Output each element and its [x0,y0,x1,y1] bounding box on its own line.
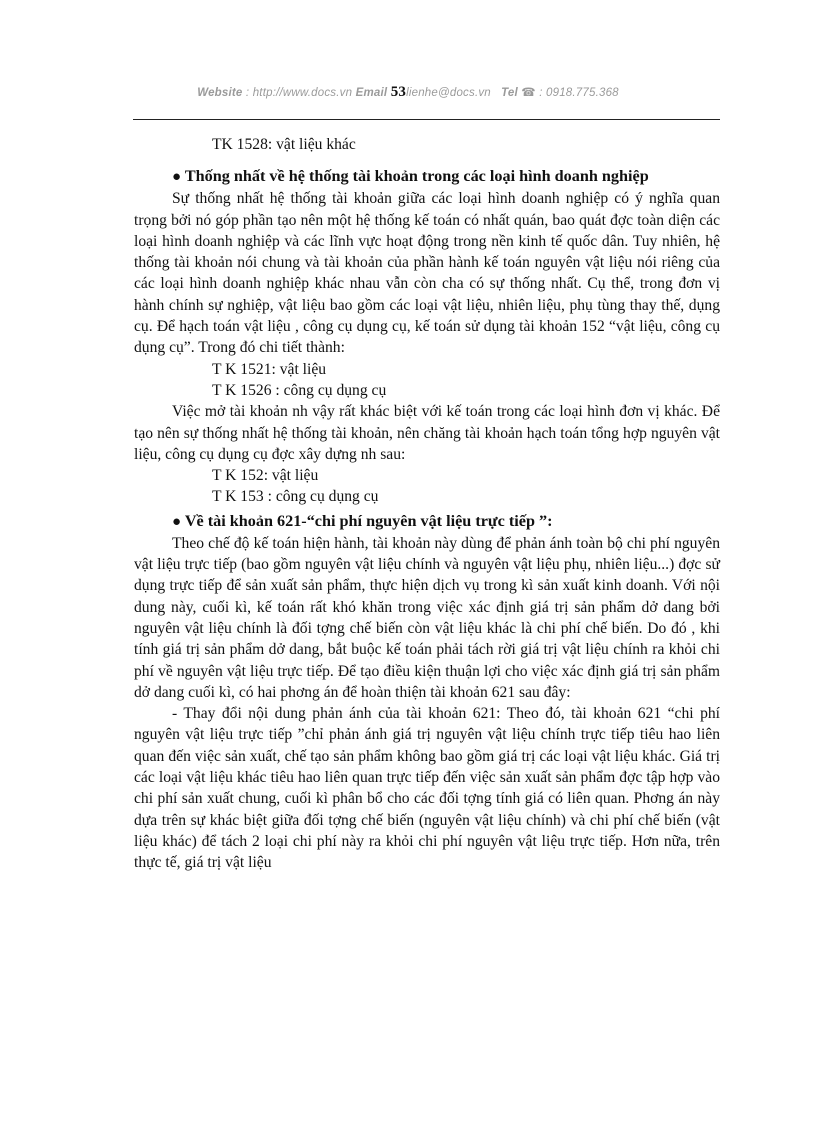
header-divider [133,119,720,120]
heading-text: Thống nhất về hệ thống tài khoản trong các loại hình doanh nghiệp [184,167,649,186]
tel-text: : 0918.775.368 [535,87,619,99]
heading-text: Về tài khoản 621-“chi phí nguyên vật liệu trực tiếp ”: [184,511,553,530]
account-152: T K 152: vật liệu [212,467,319,485]
paragraph-change-content: - Thay đổi nội dung phản ánh của tài khoản 621: Theo đó, tài khoản 621 “chi phí nguyên vật liệu trực tiếp ”chỉ phản ánh giá trị nguyên vật liệu chính trực tiếp tiêu hao liên quan đến việc sản xuất, chế tạo sản phẩm không bao gồm giá trị các loại vật liệu khác. Giá trị các loại vật liệu khác tiêu hao liên quan trực tiếp đến việc sản xuất sản phẩm đợc tập hợp vào chi phí sản xuất chung, cuối kì phân bổ cho các đối tợng tính giá có liên quan. Phơng án này dựa trên sự khác biệt giữa đối tợng chế biến (nguyên vật liệu chính) và chi phí chế biến (vật liệu khác) để tách 2 loại chi phí này ra khỏi chi phí nguyên vật liệu trực tiếp. Hơn nữa, trên thực tế, giá trị vật liệu [134,705,720,872]
email-label: Email [355,87,388,99]
account-1521: T K 1521: vật liệu [212,360,327,378]
section-heading-account-621 [134,510,720,533]
website-text: : http://www.docs.vn [242,87,356,99]
bullet-icon: ● [172,169,182,186]
phone-icon: ☎ [521,87,536,99]
website-label: Website [197,87,243,99]
page-content [134,130,720,874]
paragraph-account-621: Theo chế độ kế toán hiện hành, tài khoản này dùng để phản ánh toàn bộ chi phí nguyên vật liệu trực tiếp (bao gồm nguyên vật liệu chính và nguyên vật liệu phụ, nhiên liệu...) đợc sử dụng trực tiếp để sản xuất sản phẩm, thực hiện dịch vụ trong kì sản xuất kinh doanh. Với nội dung này, cuối kì, kế toán rất khó khăn trong việc xác định giá trị sản phẩm dở dang bởi nguyên vật liệu chính là đối tợng chế biến còn vật liệu khác là chi phí chế biến. Do đó , khi tính giá trị sản phẩm dở dang, bắt buộc kế toán phải tách rời giá trị vật liệu chính ra khỏi chi phí về nguyên vật liệu trực tiếp. Để tạo điều kiện thuận lợi cho việc xác định giá trị sản phẩm dở dang cuối kì, có hai phơng án để hoàn thiện tài khoản 621 sau đây: [134,534,720,701]
section-heading-unified-accounts [134,165,720,188]
account-153: T K 153 : công cụ dụng cụ [212,488,379,506]
bullet-icon: ● [172,513,182,530]
email-text: lienhe@docs.vn [406,87,491,99]
page-header [0,84,816,101]
page-number: 53 [390,84,407,100]
paragraph-account-opening: Việc mở tài khoản nh vậy rất khác biệt với kế toán trong các loại hình đơn vị khác. Để tạo nên sự thống nhất hệ thống tài khoản, nên chăng tài khoản hạch toán tổng hợp nguyên vật liệu, công cụ dụng cụ đợc xây dựng nh sau: [134,403,720,463]
paragraph-unified-accounts: Sự thống nhất hệ thống tài khoản giữa các loại hình doanh nghiệp có ý nghĩa quan trọng bởi nó góp phần tạo nên một hệ thống kế toán có nhất quán, bao quát đợc toàn diện các loại hình doanh nghiệp và các lĩnh vực hoạt động trong nền kinh tế quốc dân. Tuy nhiên, hệ thống tài khoản nói chung và tài khoản của phần hành kế toán nguyên vật liệu nói riêng của các loại hình doanh nghiệp khác nhau vẫn còn cha có sự thống nhất. Cụ thể, trong đơn vị hành chính sự nghiệp, vật liệu bao gồm các loại vật liệu, nhiên liệu, phụ tùng thay thế, dụng cụ. Để hạch toán vật liệu , công cụ dụng cụ, kế toán sử dụng tài khoản 152 “vật liệu, công cụ dụng cụ”. Trong đó chi tiết thành: [134,190,720,357]
account-1528: TK 1528: vật liệu khác [212,136,356,153]
tel-label: Tel [501,87,518,99]
account-1526: T K 1526 : công cụ dụng cụ [212,381,387,399]
